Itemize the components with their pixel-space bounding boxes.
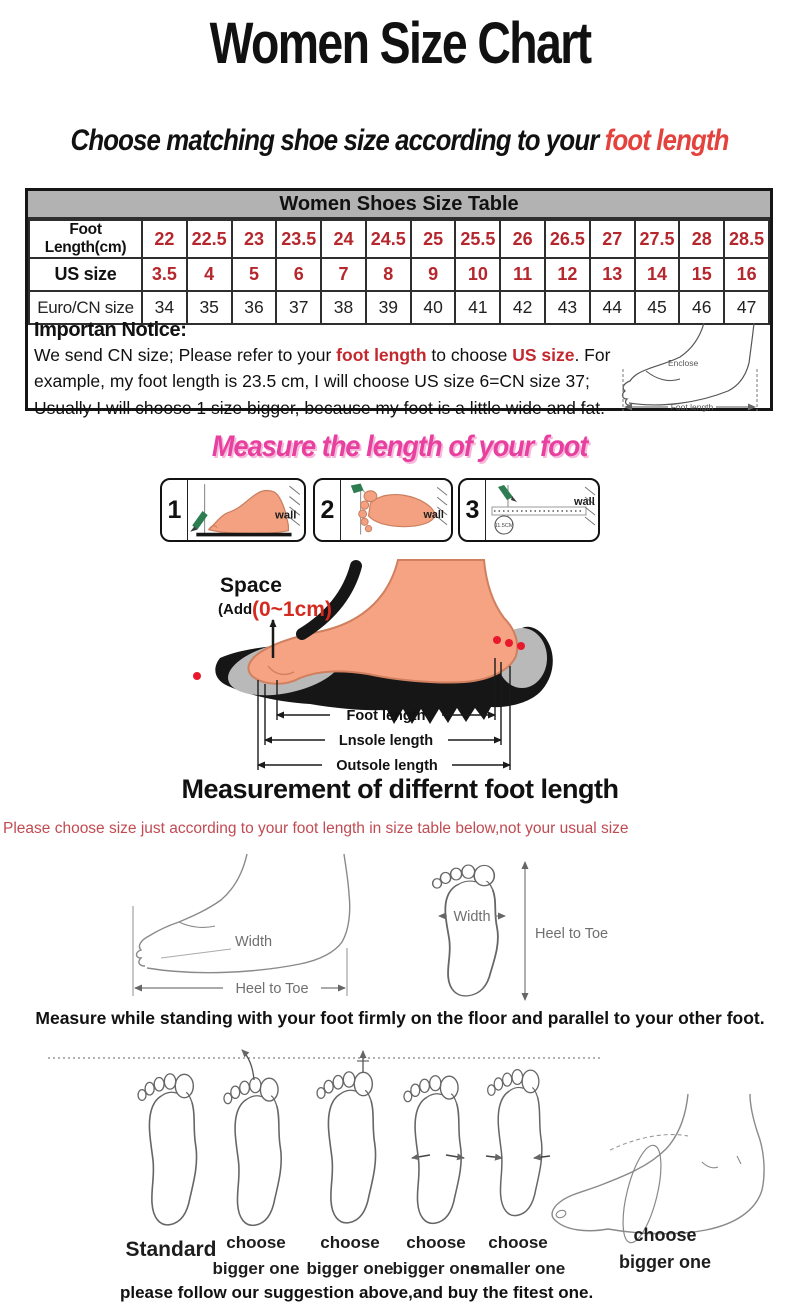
label-line: choose (226, 1233, 286, 1252)
label-line: choose (320, 1233, 380, 1252)
standing-caption: Measure while standing with your foot firmly on the floor and parallel to your other foot. (35, 1008, 765, 1028)
table-cell: 8 (366, 258, 411, 291)
outsole-length-dim-label: Outsole length (336, 758, 438, 774)
width-heel-toe-diagrams (95, 846, 655, 1010)
label-line: Standard (125, 1238, 217, 1261)
notice-red-foot-length: foot length (336, 345, 427, 365)
label-line: bigger one (618, 1252, 711, 1272)
measure-step-1 (160, 478, 306, 542)
label-line: choose (633, 1225, 697, 1245)
table-cell: 43 (545, 291, 590, 324)
enclose-label: Enclose (668, 358, 699, 368)
table-cell: 28.5 (724, 220, 769, 258)
label-line: bigger one (212, 1258, 300, 1278)
notice-text: to choose (426, 345, 513, 365)
table-row-us-size (29, 258, 769, 291)
table-cell: 24.5 (366, 220, 411, 258)
foot-type-label-5 (463, 1230, 573, 1281)
foot-top-against-wall-icon (341, 480, 451, 540)
table-cell: 23 (232, 220, 277, 258)
table-cell: 7 (321, 258, 366, 291)
page-subtitle (0, 124, 800, 158)
table-cell: 26.5 (545, 220, 590, 258)
subtitle-highlight: foot length (605, 124, 729, 157)
notice-red-us-size: US size (512, 345, 575, 365)
add-range-label: (0~1cm) (252, 598, 332, 621)
foot-length-dim-label: Foot length (346, 708, 426, 724)
top-width-label: Width (453, 909, 491, 925)
table-cell: 15 (679, 258, 724, 291)
row-label: US size (29, 258, 142, 291)
label-line: smaller one (470, 1258, 566, 1278)
wall-label: wall (423, 508, 444, 521)
notice-text: We send CN size; Please refer to your (34, 345, 337, 365)
table-cell: 25 (411, 220, 456, 258)
table-cell: 27 (590, 220, 635, 258)
table-cell: 6 (276, 258, 321, 291)
table-cell: 16 (724, 258, 769, 291)
table-cell: 22 (142, 220, 187, 258)
table-cell: 38 (321, 291, 366, 324)
table-cell: 45 (635, 291, 680, 324)
table-cell: 28 (679, 220, 724, 258)
table-cell: 25.5 (455, 220, 500, 258)
measure-heading-text: Measure the length of your foot (212, 430, 588, 463)
subtitle-text: Choose matching shoe size according to your (71, 124, 606, 157)
foot-side-sketch-icon (616, 323, 766, 413)
page-title-text: Women Size Chart (209, 11, 591, 76)
measure-heading (0, 430, 800, 464)
table-cell: 44 (590, 291, 635, 324)
table-cell: 12 (545, 258, 590, 291)
table-cell: 35 (187, 291, 232, 324)
row-label: Foot Length(cm) (29, 220, 142, 258)
foot-side-against-wall-icon (188, 480, 304, 540)
table-cell: 4 (187, 258, 232, 291)
table-cell: 9 (411, 258, 456, 291)
wall-label: wall (274, 509, 297, 522)
size-table (28, 219, 770, 325)
table-cell: 42 (500, 291, 545, 324)
wall-label: wall (574, 496, 595, 508)
notice-text: . For example, my foot length is 23.5 cm, I will choose US size 6=CN size 37; Usually I will choose 1 size bigger, because my foot is a little wide and fat. (34, 345, 611, 418)
top-heel-to-toe-label: Heel to Toe (535, 926, 609, 942)
table-cell: 23.5 (276, 220, 321, 258)
foot-length-label: Foot length (670, 402, 714, 412)
table-cell: 13 (590, 258, 635, 291)
table-cell: 5 (232, 258, 277, 291)
table-cell: 3.5 (142, 258, 187, 291)
size-table-box (25, 188, 773, 418)
insole-length-dim-label: Lnsole length (338, 733, 434, 749)
label-line: bigger one (392, 1258, 480, 1278)
table-cell: 24 (321, 220, 366, 258)
row-label: Euro/CN size (29, 291, 142, 324)
label-line: choose (406, 1233, 466, 1252)
tape-measure-icon (486, 480, 598, 540)
table-cell: 47 (724, 291, 769, 324)
step-number: 3 (460, 480, 486, 540)
table-cell: 46 (679, 291, 724, 324)
space-label: Space (220, 574, 282, 597)
advice-line: Please choose size just according to your foot length in size table below,not your usual size (3, 820, 629, 837)
table-cell: 36 (232, 291, 277, 324)
diagram-caption: Measurement of differnt foot length (181, 774, 619, 804)
table-cell: 41 (455, 291, 500, 324)
table-cell: 22.5 (187, 220, 232, 258)
notice-body (34, 342, 634, 421)
tape-mark-label: 11.5CM (494, 523, 514, 529)
side-width-label: Width (235, 934, 273, 950)
page-title (0, 10, 800, 77)
table-cell: 40 (411, 291, 456, 324)
foot-type-label-6 (610, 1222, 720, 1276)
table-cell: 27.5 (635, 220, 680, 258)
side-heel-to-toe-label: Heel to Toe (235, 981, 309, 997)
table-cell: 14 (635, 258, 680, 291)
footer-suggestion: please follow our suggestion above,and buy the fitest one. (120, 1283, 594, 1302)
table-cell: 11 (500, 258, 545, 291)
notice-heading: Importan Notice: (34, 319, 187, 341)
table-cell: 34 (142, 291, 187, 324)
foot-length-measure-diagram (190, 558, 610, 776)
notice-section (28, 317, 770, 418)
measure-step-2 (313, 478, 453, 542)
table-cell: 39 (366, 291, 411, 324)
label-line: choose (488, 1233, 548, 1252)
step-number: 2 (315, 480, 341, 540)
size-table-title: Women Shoes Size Table (28, 191, 770, 219)
table-cell: 37 (276, 291, 321, 324)
label-line: bigger one (306, 1258, 394, 1278)
table-cell: 26 (500, 220, 545, 258)
table-cell: 10 (455, 258, 500, 291)
step-number: 1 (162, 480, 188, 540)
table-row-foot-length (29, 220, 769, 258)
add-prefix-label: (Add (218, 601, 253, 618)
measure-step-3 (458, 478, 600, 542)
